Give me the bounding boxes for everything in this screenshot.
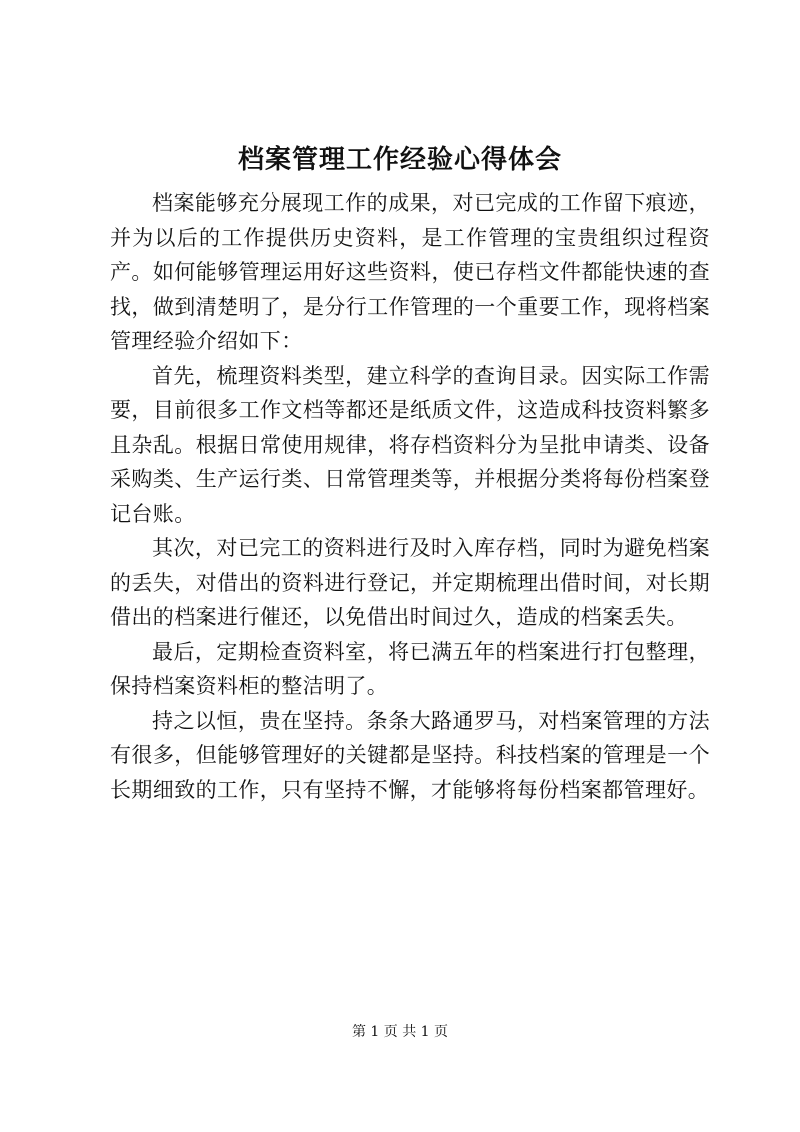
document-title: 档案管理工作经验心得体会 [237, 145, 562, 175]
paragraph-first: 首先，梳理资料类型，建立科学的查询目录。因实际工作需要，目前很多工作文档等都还是纸质文件，这造成科技资料繁多且杂乱。根据日常使用规律，将存档资料分为呈批申请类、设备采购类、生产运行类、日常管理类等，并根据分类将每份档案登记台账。 [110, 363, 710, 526]
paragraph-last: 最后，定期检查资料室，将已满五年的档案进行打包整理，保持档案资料柜的整洁明了。 [110, 639, 710, 698]
paragraph-second: 其次，对已完工的资料进行及时入库存档，同时为避免档案的丢失，对借出的资料进行登记，并定期梳理出借时间，对长期借出的档案进行催还，以免借出时间过久，造成的档案丢失。 [110, 536, 710, 629]
paragraph-intro: 档案能够充分展现工作的成果，对已完成的工作留下痕迹，并为以后的工作提供历史资料，是工作管理的宝贵组织过程资产。如何能够管理运用好这些资料，使已存档文件都能快速的查找，做到清楚明了，是分行工作管理的一个重要工作，现将档案管理经验介绍如下： [110, 191, 710, 353]
document-body [110, 186, 710, 807]
page-number-footer: 第 1 页 共 1 页 [351, 1024, 449, 1040]
paragraph-conclusion: 持之以恒，贵在坚持。条条大路通罗马，对档案管理的方法有很多，但能够管理好的关键都是坚持。科技档案的管理是一个长期细致的工作，只有坚持不懈，才能够将每份档案都管理好。 [110, 708, 710, 802]
